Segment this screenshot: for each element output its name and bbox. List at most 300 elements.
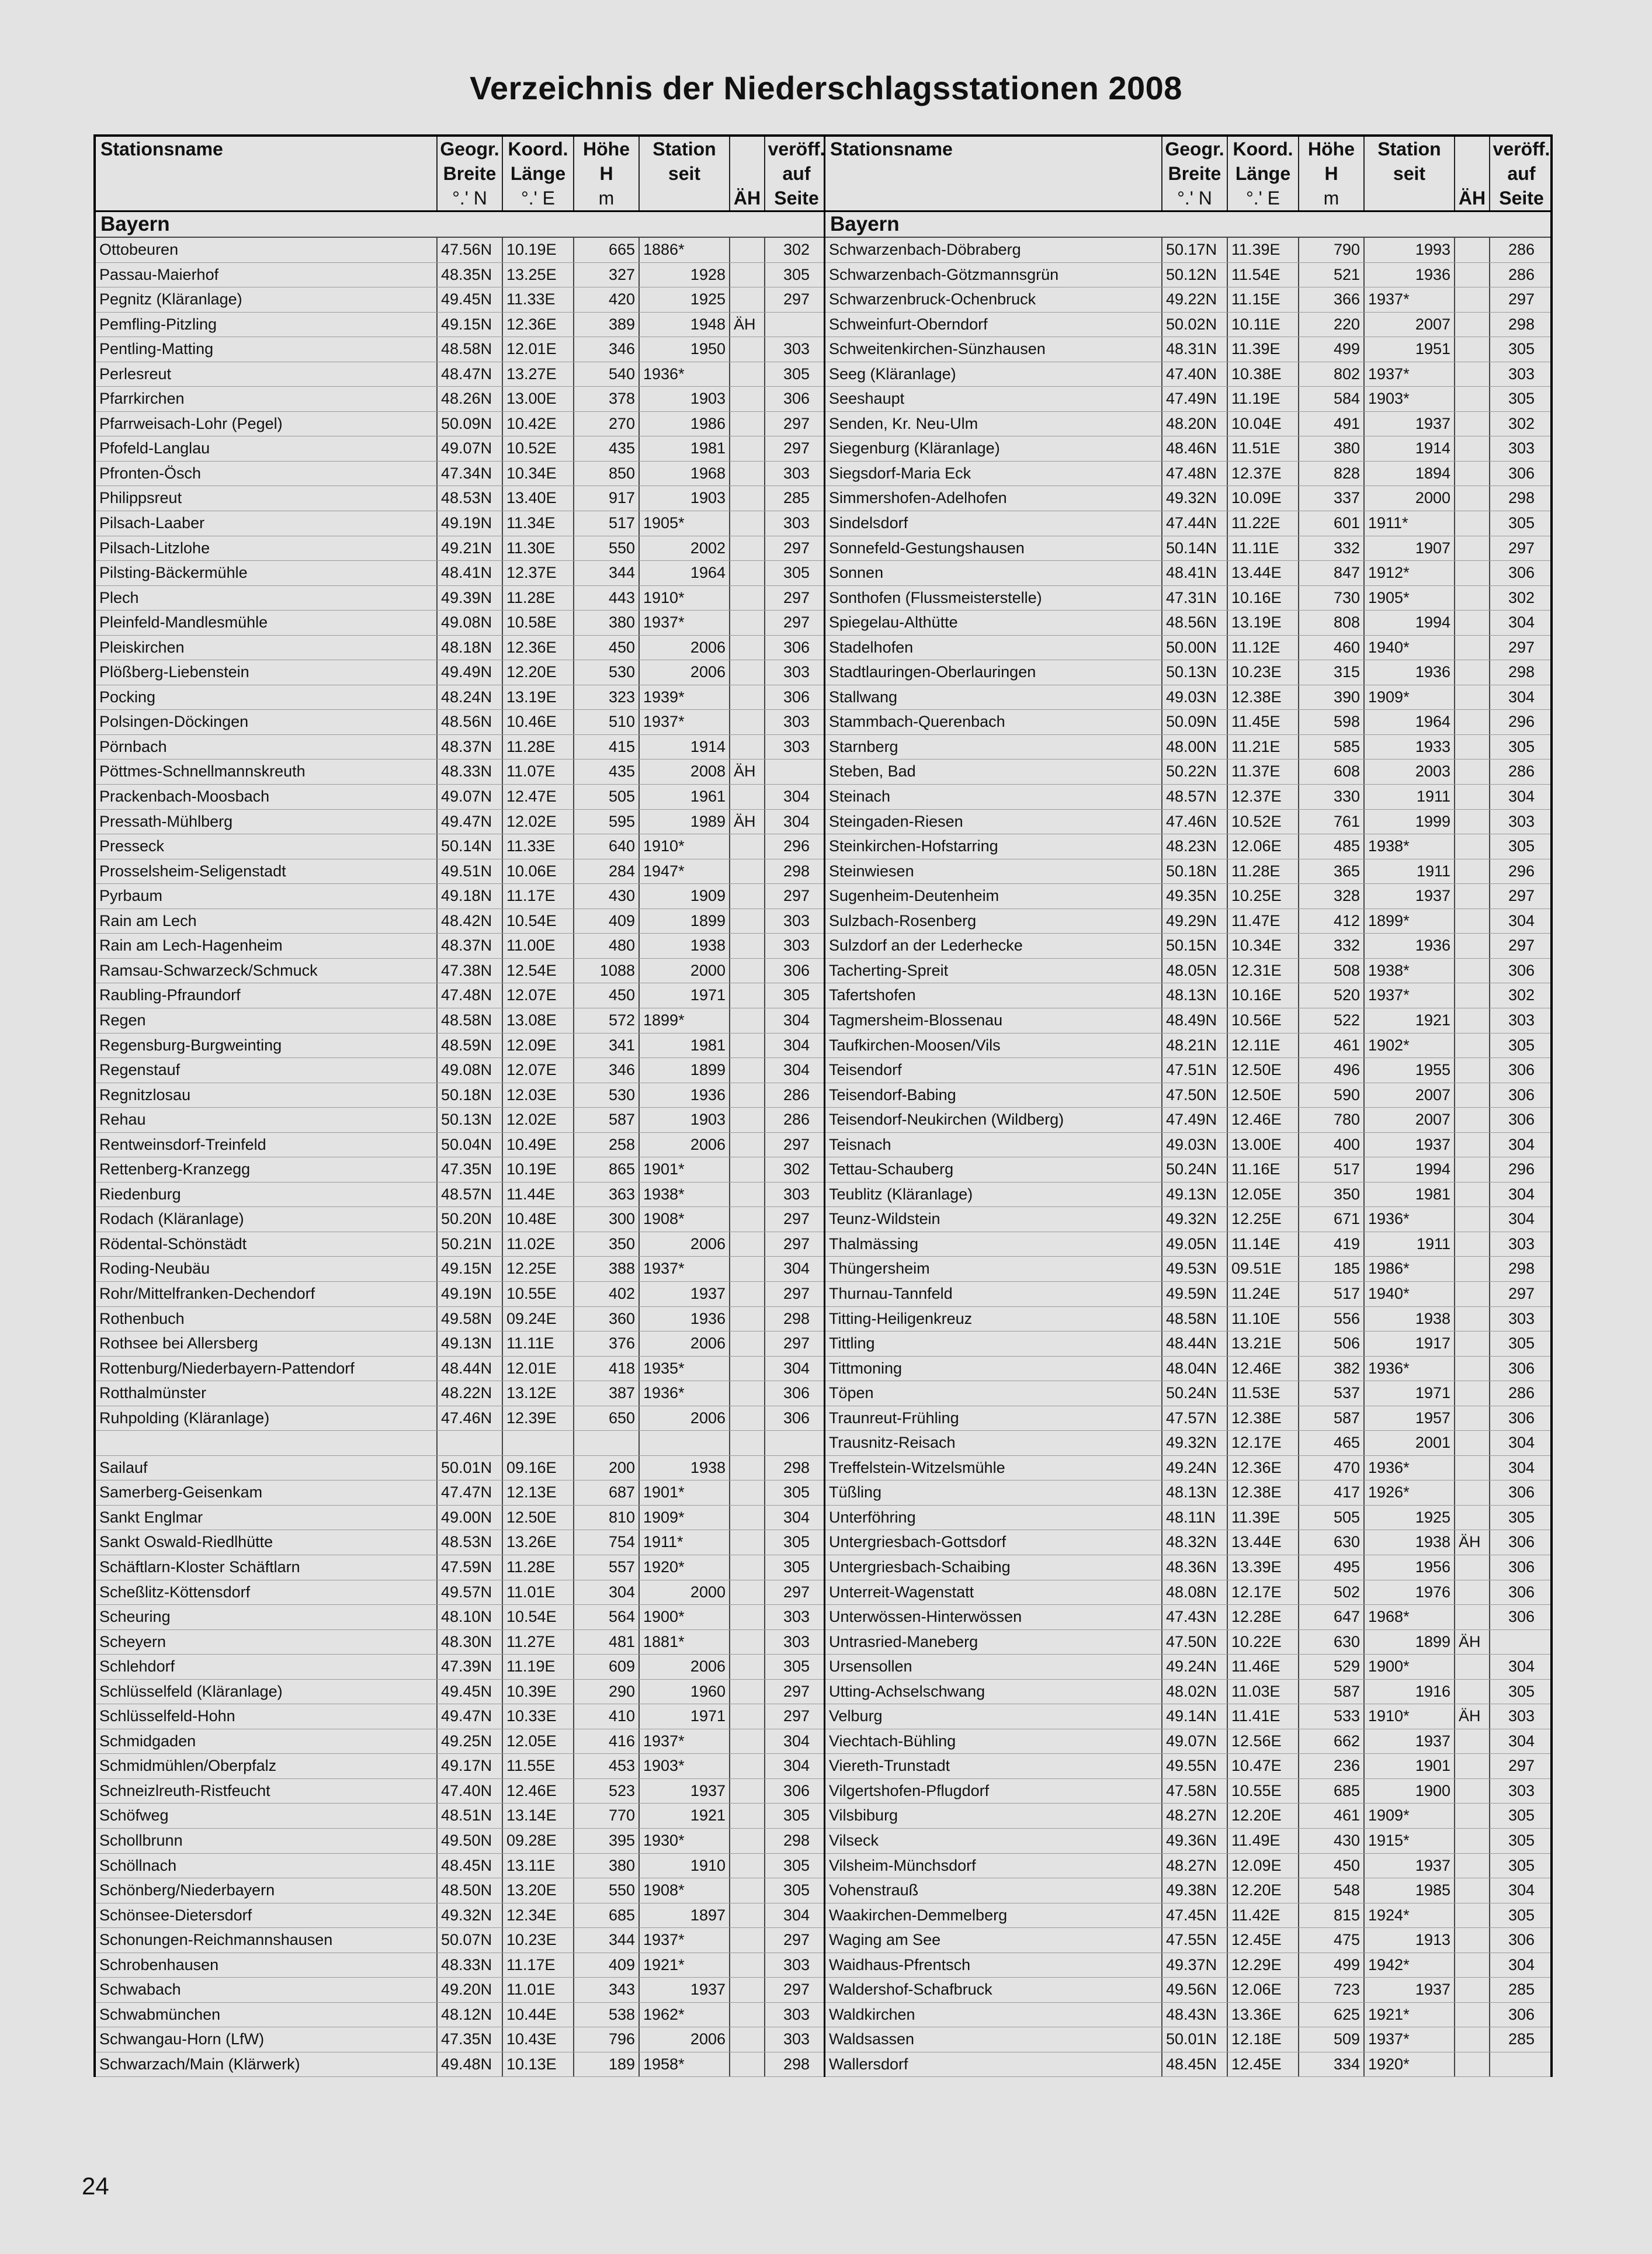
longitude-cell: 13.11E [503, 1854, 574, 1878]
station-since-cell: 1942* [1365, 1953, 1455, 1978]
change-flag-cell [1455, 983, 1490, 1008]
elevation-cell: 412 [1299, 909, 1365, 934]
latitude-cell: 48.51N [438, 1804, 503, 1828]
elevation-cell: 450 [574, 636, 640, 660]
table-row [96, 1207, 824, 1232]
latitude-cell: 48.58N [1162, 1307, 1228, 1331]
header-cell: ÄH [1455, 186, 1490, 210]
change-flag-cell [1455, 1779, 1490, 1804]
latitude-cell: 49.05N [1162, 1232, 1228, 1257]
latitude-cell: 47.43N [1162, 1605, 1228, 1629]
station-name-cell: Velburg [825, 1704, 1162, 1729]
change-flag-cell [1455, 436, 1490, 461]
station-name-cell: Thurnau-Tannfeld [825, 1282, 1162, 1306]
longitude-cell: 13.39E [1228, 1555, 1299, 1580]
published-page-cell: 297 [783, 439, 810, 457]
table-row [96, 983, 824, 1008]
latitude-cell: 49.32N [1162, 486, 1228, 511]
header-row-3 [96, 186, 824, 210]
station-since-cell: 1920* [640, 1555, 730, 1580]
change-flag-cell [730, 1903, 765, 1928]
change-flag-cell [1455, 1307, 1490, 1331]
elevation-cell: 363 [574, 1183, 640, 1207]
header-row-1 [825, 137, 1550, 161]
published-page-cell: 297 [1508, 1757, 1535, 1775]
longitude-cell: 10.49E [503, 1133, 574, 1157]
station-name-cell: Schöfweg [96, 1804, 438, 1828]
station-since-cell: 1964 [1365, 710, 1455, 734]
station-name-cell: Scheßlitz-Köttensdorf [96, 1580, 438, 1605]
table-row [825, 1804, 1550, 1829]
published-page-cell: 297 [1508, 937, 1535, 955]
station-name-cell: Vilseck [825, 1829, 1162, 1853]
table-row [825, 1779, 1550, 1804]
longitude-cell: 11.21E [1228, 735, 1299, 760]
latitude-cell: 49.32N [438, 1903, 503, 1928]
published-page-cell: 285 [1508, 1981, 1535, 1999]
longitude-cell: 11.15E [1228, 287, 1299, 312]
change-flag-cell [730, 735, 765, 760]
table-row [825, 636, 1550, 661]
table-row [825, 1058, 1550, 1083]
table-row [825, 1183, 1550, 1208]
change-flag-cell [730, 238, 765, 262]
change-flag-cell [1455, 1953, 1490, 1978]
published-page-cell: 297 [783, 1135, 810, 1153]
elevation-cell: 346 [574, 337, 640, 362]
change-flag-cell [1455, 1157, 1490, 1182]
header-cell [730, 161, 765, 186]
station-since-cell: 1901 [1365, 1754, 1455, 1778]
latitude-cell: 49.53N [1162, 1257, 1228, 1281]
station-name-cell: Schmidmühlen/Oberpfalz [96, 1754, 438, 1778]
change-flag-cell [1455, 1829, 1490, 1853]
station-since-cell: 1903* [640, 1754, 730, 1778]
station-name-cell: Schweinfurt-Oberndorf [825, 313, 1162, 337]
header-cell [640, 186, 730, 210]
station-name-cell: Pemfling-Pitzling [96, 313, 438, 337]
station-name-cell: Traunreut-Frühling [825, 1406, 1162, 1431]
table-row [825, 760, 1550, 785]
table-row [96, 1903, 824, 1929]
table-row [96, 760, 824, 785]
station-name-cell: Steben, Bad [825, 760, 1162, 784]
published-page-cell: 297 [783, 1284, 810, 1302]
elevation-cell: 585 [1299, 735, 1365, 760]
longitude-cell: 11.02E [503, 1232, 574, 1257]
table-right-half [825, 137, 1553, 2077]
change-flag-cell [730, 462, 765, 486]
published-page-cell: 297 [1508, 887, 1535, 905]
elevation-cell: 419 [1299, 1232, 1365, 1257]
station-since-cell: 1925 [1365, 1506, 1455, 1530]
table-row [825, 810, 1550, 835]
header-cell: ÄH [730, 186, 765, 210]
change-flag-cell [730, 1257, 765, 1281]
station-since-cell: 1909 [640, 884, 730, 908]
change-flag-cell [1455, 1456, 1490, 1480]
elevation-cell: 475 [1299, 1928, 1365, 1953]
station-since-cell: 1901* [640, 1157, 730, 1182]
table-row [96, 1282, 824, 1307]
elevation-cell: 647 [1299, 1605, 1365, 1629]
station-since-cell: 1938 [640, 1456, 730, 1480]
elevation-cell: 366 [1299, 287, 1365, 312]
latitude-cell: 50.04N [438, 1133, 503, 1157]
latitude-cell: 48.00N [1162, 735, 1228, 760]
longitude-cell: 10.23E [503, 1928, 574, 1953]
published-page-cell: 297 [783, 1931, 810, 1949]
latitude-cell: 47.31N [1162, 586, 1228, 611]
station-name-cell: Sailauf [96, 1456, 438, 1480]
published-page-cell: 305 [1508, 1832, 1535, 1849]
elevation-cell: 332 [1299, 934, 1365, 958]
elevation-cell: 350 [574, 1232, 640, 1257]
station-since-cell: 1938 [1365, 1530, 1455, 1555]
elevation-cell: 608 [1299, 760, 1365, 784]
longitude-cell: 12.46E [503, 1779, 574, 1804]
latitude-cell: 49.08N [438, 611, 503, 635]
change-flag-cell [730, 1456, 765, 1480]
station-name-cell: Teublitz (Kläranlage) [825, 1183, 1162, 1207]
elevation-cell: 480 [574, 934, 640, 958]
latitude-cell: 48.26N [438, 387, 503, 411]
published-page-cell: 286 [1508, 265, 1535, 283]
change-flag-cell [730, 536, 765, 561]
elevation-cell: 346 [574, 1058, 640, 1083]
elevation-cell: 587 [1299, 1680, 1365, 1704]
longitude-cell: 10.09E [1228, 486, 1299, 511]
elevation-cell: 508 [1299, 959, 1365, 983]
change-flag-cell [730, 561, 765, 585]
latitude-cell: 50.24N [1162, 1381, 1228, 1406]
station-name-cell: Schlüsselfeld (Kläranlage) [96, 1680, 438, 1704]
published-page-cell: 305 [1508, 1856, 1535, 1874]
station-name-cell: Tafertshofen [825, 983, 1162, 1008]
longitude-cell: 12.13E [503, 1480, 574, 1505]
published-page-cell: 304 [1508, 1657, 1535, 1676]
station-name-cell: Vohenstrauß [825, 1878, 1162, 1903]
latitude-cell: 47.58N [1162, 1779, 1228, 1804]
longitude-cell: 11.46E [1228, 1655, 1299, 1679]
station-since-cell: 2002 [640, 536, 730, 561]
elevation-cell: 796 [574, 2027, 640, 2052]
latitude-cell: 48.32N [1162, 1530, 1228, 1555]
station-since-cell: 1933 [1365, 735, 1455, 760]
station-name-cell: Schönsee-Dietersdorf [96, 1903, 438, 1928]
station-name-cell: Starnberg [825, 735, 1162, 760]
latitude-cell: 48.08N [1162, 1580, 1228, 1605]
longitude-cell: 12.06E [1228, 834, 1299, 859]
published-page-cell: 297 [783, 290, 810, 308]
station-name-cell: Rain am Lech [96, 909, 438, 934]
header-cell: Breite [438, 161, 503, 186]
station-since-cell: 2000 [1365, 486, 1455, 511]
table-row [825, 611, 1550, 636]
latitude-cell: 49.22N [1162, 287, 1228, 312]
elevation-cell: 496 [1299, 1058, 1365, 1083]
elevation-cell: 365 [1299, 859, 1365, 884]
latitude-cell: 47.49N [1162, 1108, 1228, 1132]
elevation-cell: 584 [1299, 387, 1365, 411]
published-page-cell: 298 [783, 1309, 810, 1327]
table-row [96, 1456, 824, 1481]
longitude-cell: 12.37E [1228, 785, 1299, 809]
station-name-cell: Spiegelau-Althütte [825, 611, 1162, 635]
table-row [825, 983, 1550, 1008]
header-cell: veröff. [768, 138, 825, 159]
latitude-cell: 50.15N [1162, 934, 1228, 958]
change-flag-cell [730, 1331, 765, 1356]
published-page-cell: 306 [1508, 1111, 1535, 1129]
header-cell: m [1299, 186, 1365, 210]
station-since-cell: 1937 [1365, 884, 1455, 908]
change-flag-cell [1455, 263, 1490, 287]
longitude-cell: 11.19E [1228, 387, 1299, 411]
elevation-cell: 564 [574, 1605, 640, 1629]
elevation-cell: 502 [1299, 1580, 1365, 1605]
elevation-cell: 461 [1299, 1034, 1365, 1058]
station-name-cell: Schönberg/Niederbayern [96, 1878, 438, 1903]
elevation-cell: 630 [1299, 1630, 1365, 1655]
published-page-cell: 302 [1508, 986, 1535, 1004]
published-page-cell: 297 [783, 1682, 810, 1700]
table-row [825, 362, 1550, 387]
latitude-cell: 48.13N [1162, 983, 1228, 1008]
table-row [96, 1555, 824, 1580]
station-name-cell: Perlesreut [96, 362, 438, 387]
latitude-cell: 47.44N [1162, 511, 1228, 536]
table-row [96, 561, 824, 586]
published-page-cell: 304 [783, 1359, 810, 1377]
latitude-cell: 50.18N [438, 1083, 503, 1108]
change-flag-cell [1455, 1381, 1490, 1406]
elevation-cell: 258 [574, 1133, 640, 1157]
elevation-cell: 685 [1299, 1779, 1365, 1804]
station-name-cell: Steingaden-Riesen [825, 810, 1162, 834]
region-heading: Bayern [825, 212, 1550, 238]
station-since-cell: 2006 [640, 1406, 730, 1431]
elevation-cell: 290 [574, 1680, 640, 1704]
longitude-cell: 11.53E [1228, 1381, 1299, 1406]
station-since-cell: 1936* [1365, 1207, 1455, 1232]
station-name-cell: Stadtlauringen-Oberlauringen [825, 660, 1162, 685]
table-left-half [93, 137, 825, 2077]
longitude-cell: 10.38E [1228, 362, 1299, 387]
published-page-cell: 286 [783, 1111, 810, 1129]
latitude-cell: 48.46N [1162, 436, 1228, 461]
table-row [96, 1307, 824, 1332]
change-flag-cell [730, 934, 765, 958]
latitude-cell: 50.13N [438, 1108, 503, 1132]
station-name-cell: Pfronten-Ösch [96, 462, 438, 486]
elevation-cell: 505 [1299, 1506, 1365, 1530]
station-name-cell: Steinwiesen [825, 859, 1162, 884]
station-name-cell: Schwangau-Horn (LfW) [96, 2027, 438, 2052]
published-page-cell: 303 [1508, 1011, 1535, 1029]
table-row [825, 287, 1550, 313]
table-row [96, 2003, 824, 2028]
station-since-cell: 1917 [1365, 1331, 1455, 1356]
latitude-cell: 48.44N [1162, 1331, 1228, 1356]
latitude-cell: 47.50N [1162, 1083, 1228, 1108]
elevation-cell: 505 [574, 785, 640, 809]
published-page-cell: 304 [1508, 1434, 1535, 1452]
elevation-cell: 420 [574, 287, 640, 312]
change-flag-cell [1455, 238, 1490, 262]
elevation-cell: 460 [1299, 636, 1365, 660]
published-page-cell: 306 [1508, 1608, 1535, 1626]
elevation-cell: 435 [574, 760, 640, 784]
latitude-cell: 49.24N [1162, 1456, 1228, 1480]
longitude-cell: 12.02E [503, 810, 574, 834]
station-name-cell: Schäftlarn-Kloster Schäftlarn [96, 1555, 438, 1580]
table-row [825, 1978, 1550, 2003]
longitude-cell: 10.47E [1228, 1754, 1299, 1778]
published-page-cell: 304 [783, 1036, 810, 1054]
table-row [825, 934, 1550, 959]
station-name-cell: Senden, Kr. Neu-Ulm [825, 412, 1162, 436]
table-row [825, 1555, 1550, 1580]
change-flag-cell [730, 1133, 765, 1157]
station-name-cell: Untergriesbach-Gottsdorf [825, 1530, 1162, 1555]
station-since-cell: 1937 [640, 1779, 730, 1804]
station-since-cell: 1899 [640, 909, 730, 934]
longitude-cell: 10.56E [1228, 1008, 1299, 1033]
change-flag-cell [1455, 810, 1490, 834]
latitude-cell: 48.45N [438, 1854, 503, 1878]
published-page-cell: 305 [783, 1806, 810, 1825]
table-row [96, 1804, 824, 1829]
station-since-cell: 1994 [1365, 1157, 1455, 1182]
table-row [96, 1680, 824, 1705]
published-page-cell: 305 [1508, 1036, 1535, 1054]
published-page-cell: 303 [783, 2030, 810, 2048]
station-since-cell: 1903 [640, 486, 730, 511]
latitude-cell: 48.45N [1162, 2052, 1228, 2077]
station-since-cell: 1937* [640, 611, 730, 635]
latitude-cell: 49.00N [438, 1506, 503, 1530]
longitude-cell: 12.50E [1228, 1058, 1299, 1083]
elevation-cell: 847 [1299, 561, 1365, 585]
elevation-cell: 754 [574, 1530, 640, 1555]
published-page-cell: 305 [1508, 1806, 1535, 1825]
latitude-cell [438, 1431, 503, 1455]
latitude-cell: 48.47N [438, 362, 503, 387]
station-name-cell: Stallwang [825, 685, 1162, 710]
elevation-cell: 344 [574, 561, 640, 585]
station-since-cell: 1981 [640, 1034, 730, 1058]
page-title: Verzeichnis der Niederschlagsstationen 2008 [470, 70, 1182, 106]
table-row [825, 1630, 1550, 1655]
header-cell: °.' E [503, 186, 574, 210]
longitude-cell: 10.04E [1228, 412, 1299, 436]
change-flag-cell [730, 1431, 765, 1455]
station-since-cell: 1900 [1365, 1779, 1455, 1804]
station-name-cell: Scheuring [96, 1605, 438, 1629]
elevation-cell: 341 [574, 1034, 640, 1058]
latitude-cell: 48.04N [1162, 1357, 1228, 1381]
table-row [96, 660, 824, 685]
table-row [825, 561, 1550, 586]
elevation-cell: 360 [574, 1307, 640, 1331]
station-name-cell: Vilgertshofen-Pflugdorf [825, 1779, 1162, 1804]
change-flag-cell: ÄH [730, 313, 765, 337]
latitude-cell: 49.48N [438, 2052, 503, 2077]
published-page-cell: 305 [783, 1657, 810, 1676]
station-name-cell: Schwarzach/Main (Klärwerk) [96, 2052, 438, 2077]
latitude-cell: 48.41N [438, 561, 503, 585]
published-page-cell: 304 [783, 1732, 810, 1750]
station-name-cell: Presseck [96, 834, 438, 859]
table-row [96, 1381, 824, 1406]
elevation-cell: 538 [574, 2003, 640, 2027]
elevation-cell: 609 [574, 1655, 640, 1679]
header-cell: Breite [1162, 161, 1228, 186]
published-page-cell: 297 [783, 1210, 810, 1228]
station-name-cell: Plößberg-Liebenstein [96, 660, 438, 685]
longitude-cell: 12.47E [503, 785, 574, 809]
station-since-cell: 1886* [640, 238, 730, 262]
change-flag-cell [730, 387, 765, 411]
station-since-cell: 1914 [640, 735, 730, 760]
table-row [825, 1854, 1550, 1879]
station-since-cell: 1958* [640, 2052, 730, 2077]
latitude-cell: 49.49N [438, 660, 503, 685]
station-name-cell: Schwarzenbruck-Ochenbruck [825, 287, 1162, 312]
header-cell: Koord. [1228, 137, 1299, 161]
table-row [96, 884, 824, 909]
station-since-cell: 1901* [640, 1480, 730, 1505]
station-since-cell: 1911* [1365, 511, 1455, 536]
station-name-cell: Rettenberg-Kranzegg [96, 1157, 438, 1182]
longitude-cell: 13.00E [1228, 1133, 1299, 1157]
longitude-cell: 13.20E [503, 1878, 574, 1903]
elevation-cell: 509 [1299, 2027, 1365, 2052]
latitude-cell: 47.34N [438, 462, 503, 486]
longitude-cell: 12.17E [1228, 1431, 1299, 1455]
change-flag-cell [1455, 685, 1490, 710]
station-name-cell: Stammbach-Querenbach [825, 710, 1162, 734]
station-name-cell: Roding-Neubäu [96, 1257, 438, 1281]
published-page-cell: 297 [783, 539, 810, 557]
station-since-cell: 1921 [1365, 1008, 1455, 1033]
change-flag-cell [730, 1754, 765, 1778]
longitude-cell: 12.06E [1228, 1978, 1299, 2002]
published-page-cell: 303 [1508, 365, 1535, 383]
elevation-cell: 808 [1299, 611, 1365, 635]
published-page-cell: 303 [783, 663, 810, 681]
change-flag-cell [1455, 2003, 1490, 2027]
published-page-cell: 306 [1508, 961, 1535, 979]
station-since-cell: 1962* [640, 2003, 730, 2027]
station-since-cell: 1936* [1365, 1357, 1455, 1381]
longitude-cell: 11.14E [1228, 1232, 1299, 1257]
change-flag-cell [1455, 1034, 1490, 1058]
station-since-cell: 1900* [1365, 1655, 1455, 1679]
latitude-cell: 50.12N [1162, 263, 1228, 287]
change-flag-cell [1455, 1903, 1490, 1928]
latitude-cell: 48.59N [438, 1034, 503, 1058]
table-row [825, 1729, 1550, 1754]
station-name-cell: Schneizlreuth-Ristfeucht [96, 1779, 438, 1804]
change-flag-cell [1455, 1133, 1490, 1157]
station-name-cell: Wallersdorf [825, 2052, 1162, 2077]
station-since-cell [640, 1431, 730, 1455]
station-name-cell: Sugenheim-Deutenheim [825, 884, 1162, 908]
header-cell: seit [640, 161, 730, 186]
latitude-cell: 48.50N [438, 1878, 503, 1903]
